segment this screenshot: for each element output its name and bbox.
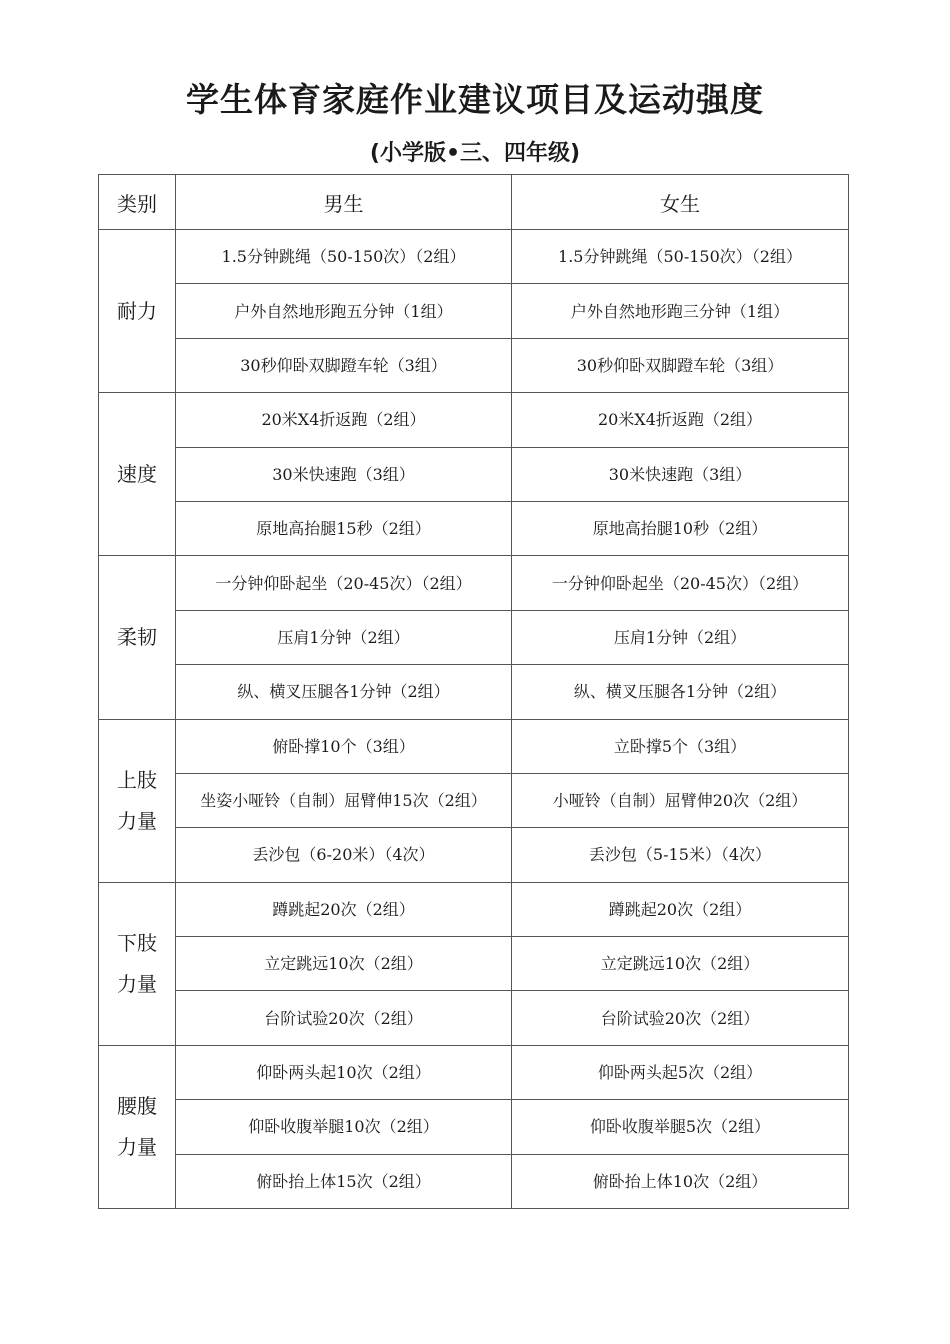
girls-item-cell: 仰卧两头起5次（2组）: [512, 1045, 849, 1099]
girls-item-cell: 立定跳远10次（2组）: [512, 937, 849, 991]
table-row: [99, 338, 849, 392]
girls-item-cell: 一分钟仰卧起坐（20-45次）（2组）: [512, 556, 849, 610]
category-cell: [99, 1045, 176, 1208]
girls-item-cell: 俯卧抬上体10次（2组）: [512, 1154, 849, 1208]
table-row: [99, 882, 849, 936]
category-cell: [99, 393, 176, 556]
document-title: 学生体育家庭作业建议项目及运动强度: [186, 80, 764, 119]
category-label: 柔韧: [117, 624, 157, 649]
table-row: [99, 991, 849, 1045]
boys-item-cell: 蹲跳起20次（2组）: [176, 882, 512, 936]
boys-item-cell: 户外自然地形跑五分钟（1组）: [176, 284, 512, 338]
girls-item-cell: 30秒仰卧双脚蹬车轮（3组）: [512, 338, 849, 392]
girls-item-cell: 台阶试验20次（2组）: [512, 991, 849, 1045]
boys-item-cell: 仰卧两头起10次（2组）: [176, 1045, 512, 1099]
category-cell: [99, 882, 176, 1045]
table-row: [99, 937, 849, 991]
header-girls: 女生: [512, 175, 849, 230]
table-row: [99, 501, 849, 555]
boys-item-cell: 俯卧撑10个（3组）: [176, 719, 512, 773]
table-row: [99, 447, 849, 501]
table-row: [99, 393, 849, 447]
table-header-row: [99, 175, 849, 230]
table-row: [99, 556, 849, 610]
category-label: 腰腹: [117, 1093, 157, 1118]
table-row: [99, 230, 849, 284]
table-row: [99, 719, 849, 773]
category-label: 速度: [117, 461, 157, 486]
boys-item-cell: 台阶试验20次（2组）: [176, 991, 512, 1045]
table-row: [99, 610, 849, 664]
girls-item-cell: 30米快速跑（3组）: [512, 447, 849, 501]
category-label: 力量: [117, 971, 157, 996]
category-label: 上肢: [117, 767, 157, 792]
boys-item-cell: 1.5分钟跳绳（50-150次）（2组）: [176, 230, 512, 284]
table-row: [99, 1100, 849, 1154]
girls-item-cell: 蹲跳起20次（2组）: [512, 882, 849, 936]
boys-item-cell: 原地高抬腿15秒（2组）: [176, 501, 512, 555]
table-row: [99, 284, 849, 338]
boys-item-cell: 纵、横叉压腿各1分钟（2组）: [176, 665, 512, 719]
header-boys: 男生: [176, 175, 512, 230]
girls-item-cell: 丢沙包（5-15米）（4次）: [512, 828, 849, 882]
document-subtitle: (小学版•三、四年级): [369, 141, 581, 166]
boys-item-cell: 30米快速跑（3组）: [176, 447, 512, 501]
boys-item-cell: 压肩1分钟（2组）: [176, 610, 512, 664]
girls-item-cell: 户外自然地形跑三分钟（1组）: [512, 284, 849, 338]
boys-item-cell: 20米X4折返跑（2组）: [176, 393, 512, 447]
header-category: 类别: [99, 175, 176, 230]
girls-item-cell: 压肩1分钟（2组）: [512, 610, 849, 664]
table-row: [99, 1154, 849, 1208]
table-row: [99, 1045, 849, 1099]
boys-item-cell: 立定跳远10次（2组）: [176, 937, 512, 991]
category-label: 下肢: [117, 930, 157, 955]
boys-item-cell: 坐姿小哑铃（自制）屈臂伸15次（2组）: [176, 773, 512, 827]
girls-item-cell: 1.5分钟跳绳（50-150次）（2组）: [512, 230, 849, 284]
girls-item-cell: 纵、横叉压腿各1分钟（2组）: [512, 665, 849, 719]
category-label: 力量: [117, 1134, 157, 1159]
table-row: [99, 828, 849, 882]
boys-item-cell: 丢沙包（6-20米）（4次）: [176, 828, 512, 882]
table-row: [99, 665, 849, 719]
category-label: 耐力: [117, 298, 157, 323]
girls-item-cell: 20米X4折返跑（2组）: [512, 393, 849, 447]
category-label: 力量: [117, 808, 157, 833]
table-row: [99, 773, 849, 827]
boys-item-cell: 30秒仰卧双脚蹬车轮（3组）: [176, 338, 512, 392]
boys-item-cell: 仰卧收腹举腿10次（2组）: [176, 1100, 512, 1154]
exercise-table: [98, 174, 849, 1209]
boys-item-cell: 一分钟仰卧起坐（20-45次）（2组）: [176, 556, 512, 610]
category-cell: [99, 230, 176, 393]
girls-item-cell: 小哑铃（自制）屈臂伸20次（2组）: [512, 773, 849, 827]
category-cell: [99, 719, 176, 882]
girls-item-cell: 仰卧收腹举腿5次（2组）: [512, 1100, 849, 1154]
category-cell: [99, 556, 176, 719]
girls-item-cell: 原地高抬腿10秒（2组）: [512, 501, 849, 555]
girls-item-cell: 立卧撑5个（3组）: [512, 719, 849, 773]
boys-item-cell: 俯卧抬上体15次（2组）: [176, 1154, 512, 1208]
